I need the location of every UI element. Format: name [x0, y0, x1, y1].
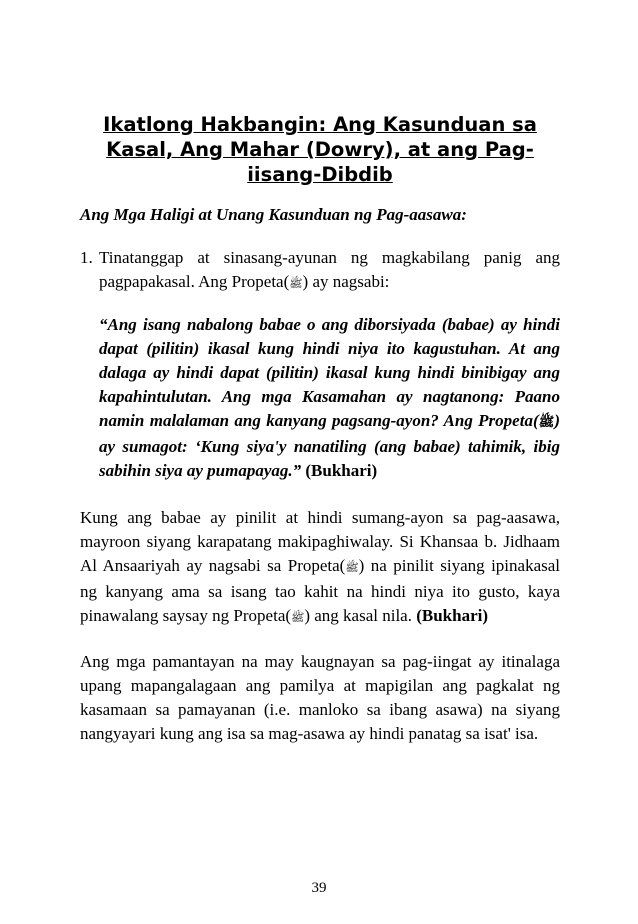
para1-text-c: ) ang kasal nila. — [304, 606, 417, 625]
item-number: 1. — [80, 248, 93, 267]
para1-text-a: Kung ang babae ay pinilit at hindi sumang-ayon sa pag-aasawa, mayroon siyang karapatang makipaghiwalay. Si Khansaa b. Jidhaam Al Ansaariyah ay nagsabi sa Propeta( — [80, 508, 560, 575]
item-text — [99, 246, 560, 296]
numbered-item-1 — [80, 246, 560, 296]
quote-text-a: “Ang isang nabalong babae o ang diborsiyada (babae) ay hindi dapat (pilitin) ikasal kung hindi niya ito kagustuhan. At ang dalaga ay hindi dapat (pilitin) ikasal kung hindi binibigay ang kapahintulutan. Ang mga Kasamahan ay nagtanong: Paano namin malalaman ang kanyang pagsang-ayon? Ang Propeta( — [99, 315, 560, 430]
pbuh-symbol-icon: ﷺ — [538, 415, 555, 430]
heading-line-3: iisang-Dibdib — [247, 163, 393, 186]
page-number: 39 — [311, 880, 327, 896]
subheading: Ang Mga Haligi at Unang Kasunduan ng Pag-aasawa: — [80, 205, 467, 224]
para1-text-b: ) na pinilit siyang ipinakasal ng kanyang ama sa isang tao kahit na hindi niya ito gusto, kaya pinawalang saysay ng Propeta( — [80, 556, 560, 625]
item-text-a: Tinatanggap at sinasang-ayunan ng magkabilang panig ang pagpapakasal. Ang Propeta( — [99, 248, 560, 291]
quote-text-b: ) ay sumagot: ‘Kung siya'y nanatiling (ang babae) tahimik, ibig sabihin siya ay pumapayag.” — [99, 411, 560, 480]
paragraph-1 — [80, 506, 560, 630]
heading-line-1: Ikatlong Hakbangin: Ang Kasunduan sa — [103, 113, 537, 136]
hadith-quote — [99, 313, 560, 483]
pbuh-symbol-icon: ﷺ — [345, 561, 359, 574]
quote-source: (Bukhari) — [301, 461, 378, 480]
section-heading — [80, 112, 560, 187]
para1-source: (Bukhari) — [416, 606, 489, 625]
pbuh-symbol-icon: ﷺ — [289, 277, 303, 290]
pbuh-symbol-icon: ﷺ — [291, 611, 305, 624]
paragraph-2: Ang mga pamantayan na may kaugnayan sa pag-iingat ay itinalaga upang mapangalagaan ang pamilya at mapigilan ang pagkalat ng kasamaan sa pamayanan (i.e. manloko sa ibang asawa) na siyang nangyayari kung ang isa sa mag-asawa ay hindi panatag sa isat' isa. — [80, 652, 560, 743]
heading-line-2: Kasal, Ang Mahar (Dowry), at ang Pag- — [106, 138, 534, 161]
item-text-b: ) ay nagsabi: — [302, 272, 390, 291]
